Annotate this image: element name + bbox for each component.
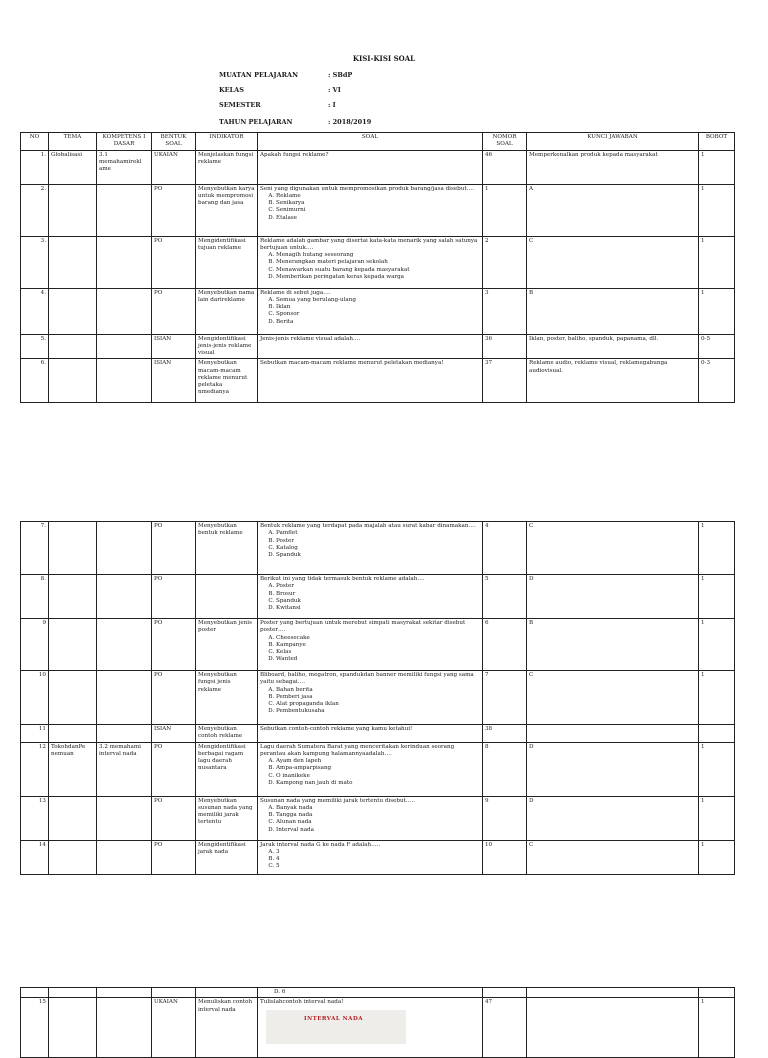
cell-bobot: 1	[699, 998, 735, 1058]
answer-option: D. Wanted	[276, 656, 480, 663]
answer-option: A. Menagih hutang seseorang	[276, 252, 480, 259]
answer-option: B. Iklan	[276, 304, 480, 311]
soal-text: Bliboard, baliho, megatron, spandukdan banner memiliki fungsi yang sama yaitu sebagai….	[260, 672, 474, 686]
header-bentuk: BENTUK SOAL	[152, 133, 196, 151]
cell-no: 13	[21, 796, 49, 840]
cell-bobot: 1	[699, 742, 735, 796]
cell-bobot: 1	[699, 619, 735, 671]
cell-no: 1.	[21, 150, 49, 184]
cell-soal	[258, 796, 483, 840]
soal-text: Reklame di sebut juga….	[260, 289, 331, 296]
soal-text: Sebutkan contoh-contoh reklame yang kamu ketahui!	[260, 726, 413, 732]
cell-indikator: Mengidentifikasi berbagai ragam lagu daerah nusantara	[196, 742, 258, 796]
image-title: INTERVAL NADA	[304, 1015, 363, 1022]
cell-nomor: 10	[483, 840, 527, 874]
answer-options	[260, 849, 480, 871]
table-row	[21, 522, 735, 575]
meta-semester: SEMESTER : I	[219, 101, 336, 109]
table-row	[21, 796, 735, 840]
answer-option: D. Interval nada	[276, 827, 480, 834]
table-row	[21, 184, 735, 236]
answer-option: C. Sponsor	[276, 311, 480, 318]
cell-nomor: 4	[483, 522, 527, 575]
continuation-option: D. 6	[258, 988, 483, 998]
cell-kunci: B	[527, 619, 699, 671]
cell-nomor: 38	[483, 725, 527, 743]
cell-bobot: 1	[699, 575, 735, 619]
cell-tema	[49, 236, 97, 288]
answer-options	[260, 635, 480, 664]
answer-option: B. Ampa-amparpisang	[276, 765, 480, 772]
cell-tema	[49, 796, 97, 840]
cell-nomor: 37	[483, 359, 527, 403]
cell-nomor: 47	[483, 998, 527, 1058]
answer-option: A. Bahan berita	[276, 687, 480, 694]
answer-option: D. Kwitansi	[276, 605, 480, 612]
cell-kd	[97, 998, 152, 1058]
cell-kunci: Reklame audio, reklame visual, reklamegabunga audiovisual.	[527, 359, 699, 403]
cell-soal	[258, 236, 483, 288]
cell-soal	[258, 184, 483, 236]
table-row	[21, 998, 735, 1058]
cell-nomor: 7	[483, 671, 527, 725]
cell-nomor: 46	[483, 150, 527, 184]
soal-text: Reklame adalah gambar yang disertai kata-kata menarik yang salah satunya bertujuan untuk….	[260, 237, 478, 251]
cell-no: 11	[21, 725, 49, 743]
soal-text: Bentuk reklame yang terdapat pada majalah atau surat kabar dinamakan….	[260, 523, 476, 529]
cell-indikator: Mengidentifikasi jarak nada	[196, 840, 258, 874]
cell-soal	[258, 619, 483, 671]
cell-bentuk: PO	[152, 742, 196, 796]
cell-kd: 3.1 memahamirekl ame	[97, 150, 152, 184]
cell-indikator: Menyebutkan karya untuk mempromosi barang dan jasa	[196, 184, 258, 236]
table-row	[21, 671, 735, 725]
cell-kunci	[527, 998, 699, 1058]
cell-indikator: Menyebutkan nama lain darireklame	[196, 288, 258, 334]
cell-nomor: 3	[483, 288, 527, 334]
answer-option: C. Katalog	[276, 545, 480, 552]
answer-options	[260, 687, 480, 716]
cell-bentuk: UKAIAN	[152, 150, 196, 184]
cell-indikator: Menyebutkan macam-macam reklame menurut peletaka nmedianya	[196, 359, 258, 403]
answer-option: A. Cheesecake	[276, 635, 480, 642]
cell-indikator: Menyebutkan bentuk reklame	[196, 522, 258, 575]
cell-soal	[258, 840, 483, 874]
cell-no: 6.	[21, 359, 49, 403]
document-title: KISI-KISI SOAL	[352, 54, 416, 63]
cell-kunci: A	[527, 184, 699, 236]
answer-options	[260, 252, 480, 281]
cell-kd	[97, 184, 152, 236]
soal-text: Susunan nada yang memiliki jarak tertentu disebut…..	[260, 797, 415, 804]
answer-option: C. Menawarkan suatu barang kepada masyarakat	[276, 267, 480, 274]
interval-nada-image	[266, 1010, 406, 1044]
answer-options	[260, 758, 480, 787]
cell-tema	[49, 184, 97, 236]
soal-text: Lagu daerah Sumatera Barat yang menceritakan kerinduan seorang perantau akan kampung halamannyaadalah….	[260, 743, 455, 757]
cell-tema	[49, 522, 97, 575]
meta-muatan: MUATAN PELAJARAN : SBdP	[219, 71, 353, 79]
cell-kunci: D	[527, 796, 699, 840]
kisi-table-1	[20, 132, 735, 403]
cell-nomor: 1	[483, 184, 527, 236]
cell-kunci: Memperkenalkan produk kepada masyarakat	[527, 150, 699, 184]
table-row	[21, 236, 735, 288]
cell-bobot: 1	[699, 288, 735, 334]
soal-text: Tulislahcontoh interval nada!	[260, 999, 344, 1006]
cell-bentuk: ISIAN	[152, 725, 196, 743]
cell-tema	[49, 575, 97, 619]
answer-options	[260, 583, 480, 612]
cell-soal	[258, 575, 483, 619]
cell-indikator: Menyebutkan contoh reklame	[196, 725, 258, 743]
cell-bentuk: PO	[152, 575, 196, 619]
answer-option: A. Poster	[276, 583, 480, 590]
answer-option: A. Pamflet	[276, 530, 480, 537]
cell-tema	[49, 288, 97, 334]
cell-no: 9	[21, 619, 49, 671]
cell-no: 15	[21, 998, 49, 1058]
answer-option: C. Alat propaganda iklan	[276, 701, 480, 708]
answer-option: C. Senimurni	[276, 207, 480, 214]
cell-bentuk: PO	[152, 840, 196, 874]
cell-kd	[97, 725, 152, 743]
cell-kd	[97, 334, 152, 359]
cell-kd	[97, 236, 152, 288]
cell-bobot: 1	[699, 236, 735, 288]
answer-option: C. Spanduk	[276, 598, 480, 605]
cell-bentuk: PO	[152, 796, 196, 840]
cell-no: 7.	[21, 522, 49, 575]
cell-nomor: 8	[483, 742, 527, 796]
cell-no: 14	[21, 840, 49, 874]
answer-option: D. Berita	[276, 319, 480, 326]
cell-bentuk: PO	[152, 522, 196, 575]
cell-kunci: C	[527, 236, 699, 288]
cell-bentuk: ISIAN	[152, 334, 196, 359]
answer-option: A. Semua yang berulang-ulang	[276, 297, 480, 304]
answer-option: C. Kelas	[276, 649, 480, 656]
answer-option: B. 4	[276, 856, 480, 863]
header-kunci: KUNCI JAWABAN	[527, 133, 699, 151]
cell-nomor: 36	[483, 334, 527, 359]
cell-soal	[258, 671, 483, 725]
cell-bobot: 1	[699, 150, 735, 184]
header-kd: KOMPETENS I DASAR	[97, 133, 152, 151]
cell-tema	[49, 619, 97, 671]
cell-kd	[97, 619, 152, 671]
cell-kd	[97, 796, 152, 840]
cell-indikator: Mengidentifikasi tujuan reklame	[196, 236, 258, 288]
cell-nomor: 9	[483, 796, 527, 840]
answer-option: C. 5	[276, 863, 480, 870]
table-row	[21, 334, 735, 359]
answer-options	[260, 297, 480, 326]
cell-kd	[97, 840, 152, 874]
cell-no: 8.	[21, 575, 49, 619]
cell-bentuk: ISIAN	[152, 359, 196, 403]
cell-kunci	[527, 725, 699, 743]
table-row	[21, 725, 735, 743]
header-bobot: BOBOT	[699, 133, 735, 151]
cell-soal	[258, 288, 483, 334]
cell-kunci: B	[527, 288, 699, 334]
table-row	[21, 619, 735, 671]
table-row	[21, 840, 735, 874]
cell-indikator: Menyebutkan susunan nada yang memiliki jarak tertentu	[196, 796, 258, 840]
cell-kd	[97, 288, 152, 334]
cell-soal	[258, 150, 483, 184]
continuation-row	[21, 988, 735, 998]
cell-indikator: Menuliskan contoh interval nada	[196, 998, 258, 1058]
table-row	[21, 575, 735, 619]
header-soal: SOAL	[258, 133, 483, 151]
cell-kunci: C	[527, 840, 699, 874]
kisi-table-2	[20, 521, 735, 875]
cell-bobot: 1	[699, 184, 735, 236]
soal-text: Jarak interval nada G ke nada F adalah…..	[260, 841, 381, 848]
cell-no: 4.	[21, 288, 49, 334]
soal-text: Apakah fungsi reklame?	[260, 151, 329, 158]
cell-kunci: Iklan, poster, baliho, spanduk, papanama, dll.	[527, 334, 699, 359]
table-row	[21, 288, 735, 334]
cell-tema	[49, 334, 97, 359]
header-tema: TEMA	[49, 133, 97, 151]
answer-option: A. Banyak nada	[276, 805, 480, 812]
soal-text: Jenis-jenis reklame visual adalah….	[260, 335, 361, 342]
cell-soal	[258, 998, 483, 1058]
cell-kd	[97, 359, 152, 403]
answer-option: A. Reklame	[276, 193, 480, 200]
answer-options	[260, 805, 480, 834]
cell-kd	[97, 671, 152, 725]
cell-no: 10	[21, 671, 49, 725]
meta-kelas: KELAS : VI	[219, 86, 341, 94]
answer-option: D. Kampong nan jauh di mato	[276, 780, 480, 787]
cell-bobot	[699, 725, 735, 743]
kisi-table-3	[20, 987, 735, 1058]
answer-option: D. Pembentukusaha	[276, 708, 480, 715]
answer-option: B. Tangga nada	[276, 812, 480, 819]
cell-bobot: 0-5	[699, 334, 735, 359]
soal-text: Sebutkan macam-macam reklame menurut peletakan medianya!	[260, 360, 444, 367]
cell-tema: Globalisasi	[49, 150, 97, 184]
answer-option: C. Alunan nada	[276, 819, 480, 826]
answer-option: B. Senikarya	[276, 200, 480, 207]
cell-tema	[49, 671, 97, 725]
table-row	[21, 150, 735, 184]
cell-bentuk: PO	[152, 671, 196, 725]
cell-bobot: 1	[699, 522, 735, 575]
cell-bentuk: UKAIAN	[152, 998, 196, 1058]
cell-soal	[258, 359, 483, 403]
answer-option: D. Etalase	[276, 215, 480, 222]
soal-text: Poster yang bertujuan untuk merebut simpati masyrakat sekitar disebut poster….	[260, 620, 466, 634]
header-no: NO	[21, 133, 49, 151]
cell-bobot: 0-3	[699, 359, 735, 403]
cell-no: 12	[21, 742, 49, 796]
cell-kunci: C	[527, 671, 699, 725]
cell-indikator: Menjelaskan fungsi reklame	[196, 150, 258, 184]
cell-nomor: 6	[483, 619, 527, 671]
cell-kd	[97, 575, 152, 619]
cell-soal	[258, 522, 483, 575]
answer-option: D. Memberikan peringatan keras kepada warga	[276, 274, 480, 281]
header-indikator: INDIKATOR	[196, 133, 258, 151]
header-nomor: NOMOR SOAL	[483, 133, 527, 151]
cell-bentuk: PO	[152, 184, 196, 236]
cell-nomor: 2	[483, 236, 527, 288]
cell-tema	[49, 725, 97, 743]
cell-tema	[49, 998, 97, 1058]
table-row	[21, 742, 735, 796]
answer-option: B. Kampanye	[276, 642, 480, 649]
answer-option: B. Menerangkan materi pelajaran sekolah	[276, 259, 480, 266]
soal-text: Berikut ini yang tidak termasuk bentuk reklame adalah….	[260, 576, 425, 582]
cell-bobot: 1	[699, 671, 735, 725]
answer-options	[260, 193, 480, 222]
cell-soal	[258, 725, 483, 743]
cell-bobot: 1	[699, 840, 735, 874]
cell-indikator	[196, 575, 258, 619]
answer-options	[260, 530, 480, 559]
cell-no: 2.	[21, 184, 49, 236]
answer-option: D. Spanduk	[276, 552, 480, 559]
cell-soal	[258, 742, 483, 796]
answer-option: B. Brosur	[276, 591, 480, 598]
meta-tahun: TAHUN PELAJARAN : 2018/2019	[219, 118, 372, 126]
cell-bentuk: PO	[152, 619, 196, 671]
answer-option: A. 3	[276, 849, 480, 856]
cell-bobot: 1	[699, 796, 735, 840]
header-row	[21, 133, 735, 151]
cell-tema	[49, 840, 97, 874]
answer-option: B. Pemberi jasa	[276, 694, 480, 701]
cell-no: 5.	[21, 334, 49, 359]
cell-soal	[258, 334, 483, 359]
cell-kunci: D	[527, 742, 699, 796]
cell-kunci: D	[527, 575, 699, 619]
cell-no: 3.	[21, 236, 49, 288]
cell-tema	[49, 359, 97, 403]
soal-text: Seni yang digunakan untuk mempromosikan produk barang/jasa disebut….	[260, 185, 474, 192]
table-row	[21, 359, 735, 403]
cell-kunci: C	[527, 522, 699, 575]
answer-option: A. Ayam den lapeh	[276, 758, 480, 765]
cell-bentuk: PO	[152, 288, 196, 334]
answer-option: C. O inanikeke	[276, 773, 480, 780]
cell-nomor: 5	[483, 575, 527, 619]
cell-tema: TokohdanPe nemuan	[49, 742, 97, 796]
cell-kd	[97, 522, 152, 575]
cell-indikator: Menyebutkan jenis poster	[196, 619, 258, 671]
answer-option: B. Poster	[276, 538, 480, 545]
cell-indikator: Mengidentifikasi jenis-jenis reklame visual	[196, 334, 258, 359]
cell-bentuk: PO	[152, 236, 196, 288]
cell-kd: 3.2 memahami interval nada	[97, 742, 152, 796]
cell-indikator: Menyebutkan fungsi jenis reklame	[196, 671, 258, 725]
